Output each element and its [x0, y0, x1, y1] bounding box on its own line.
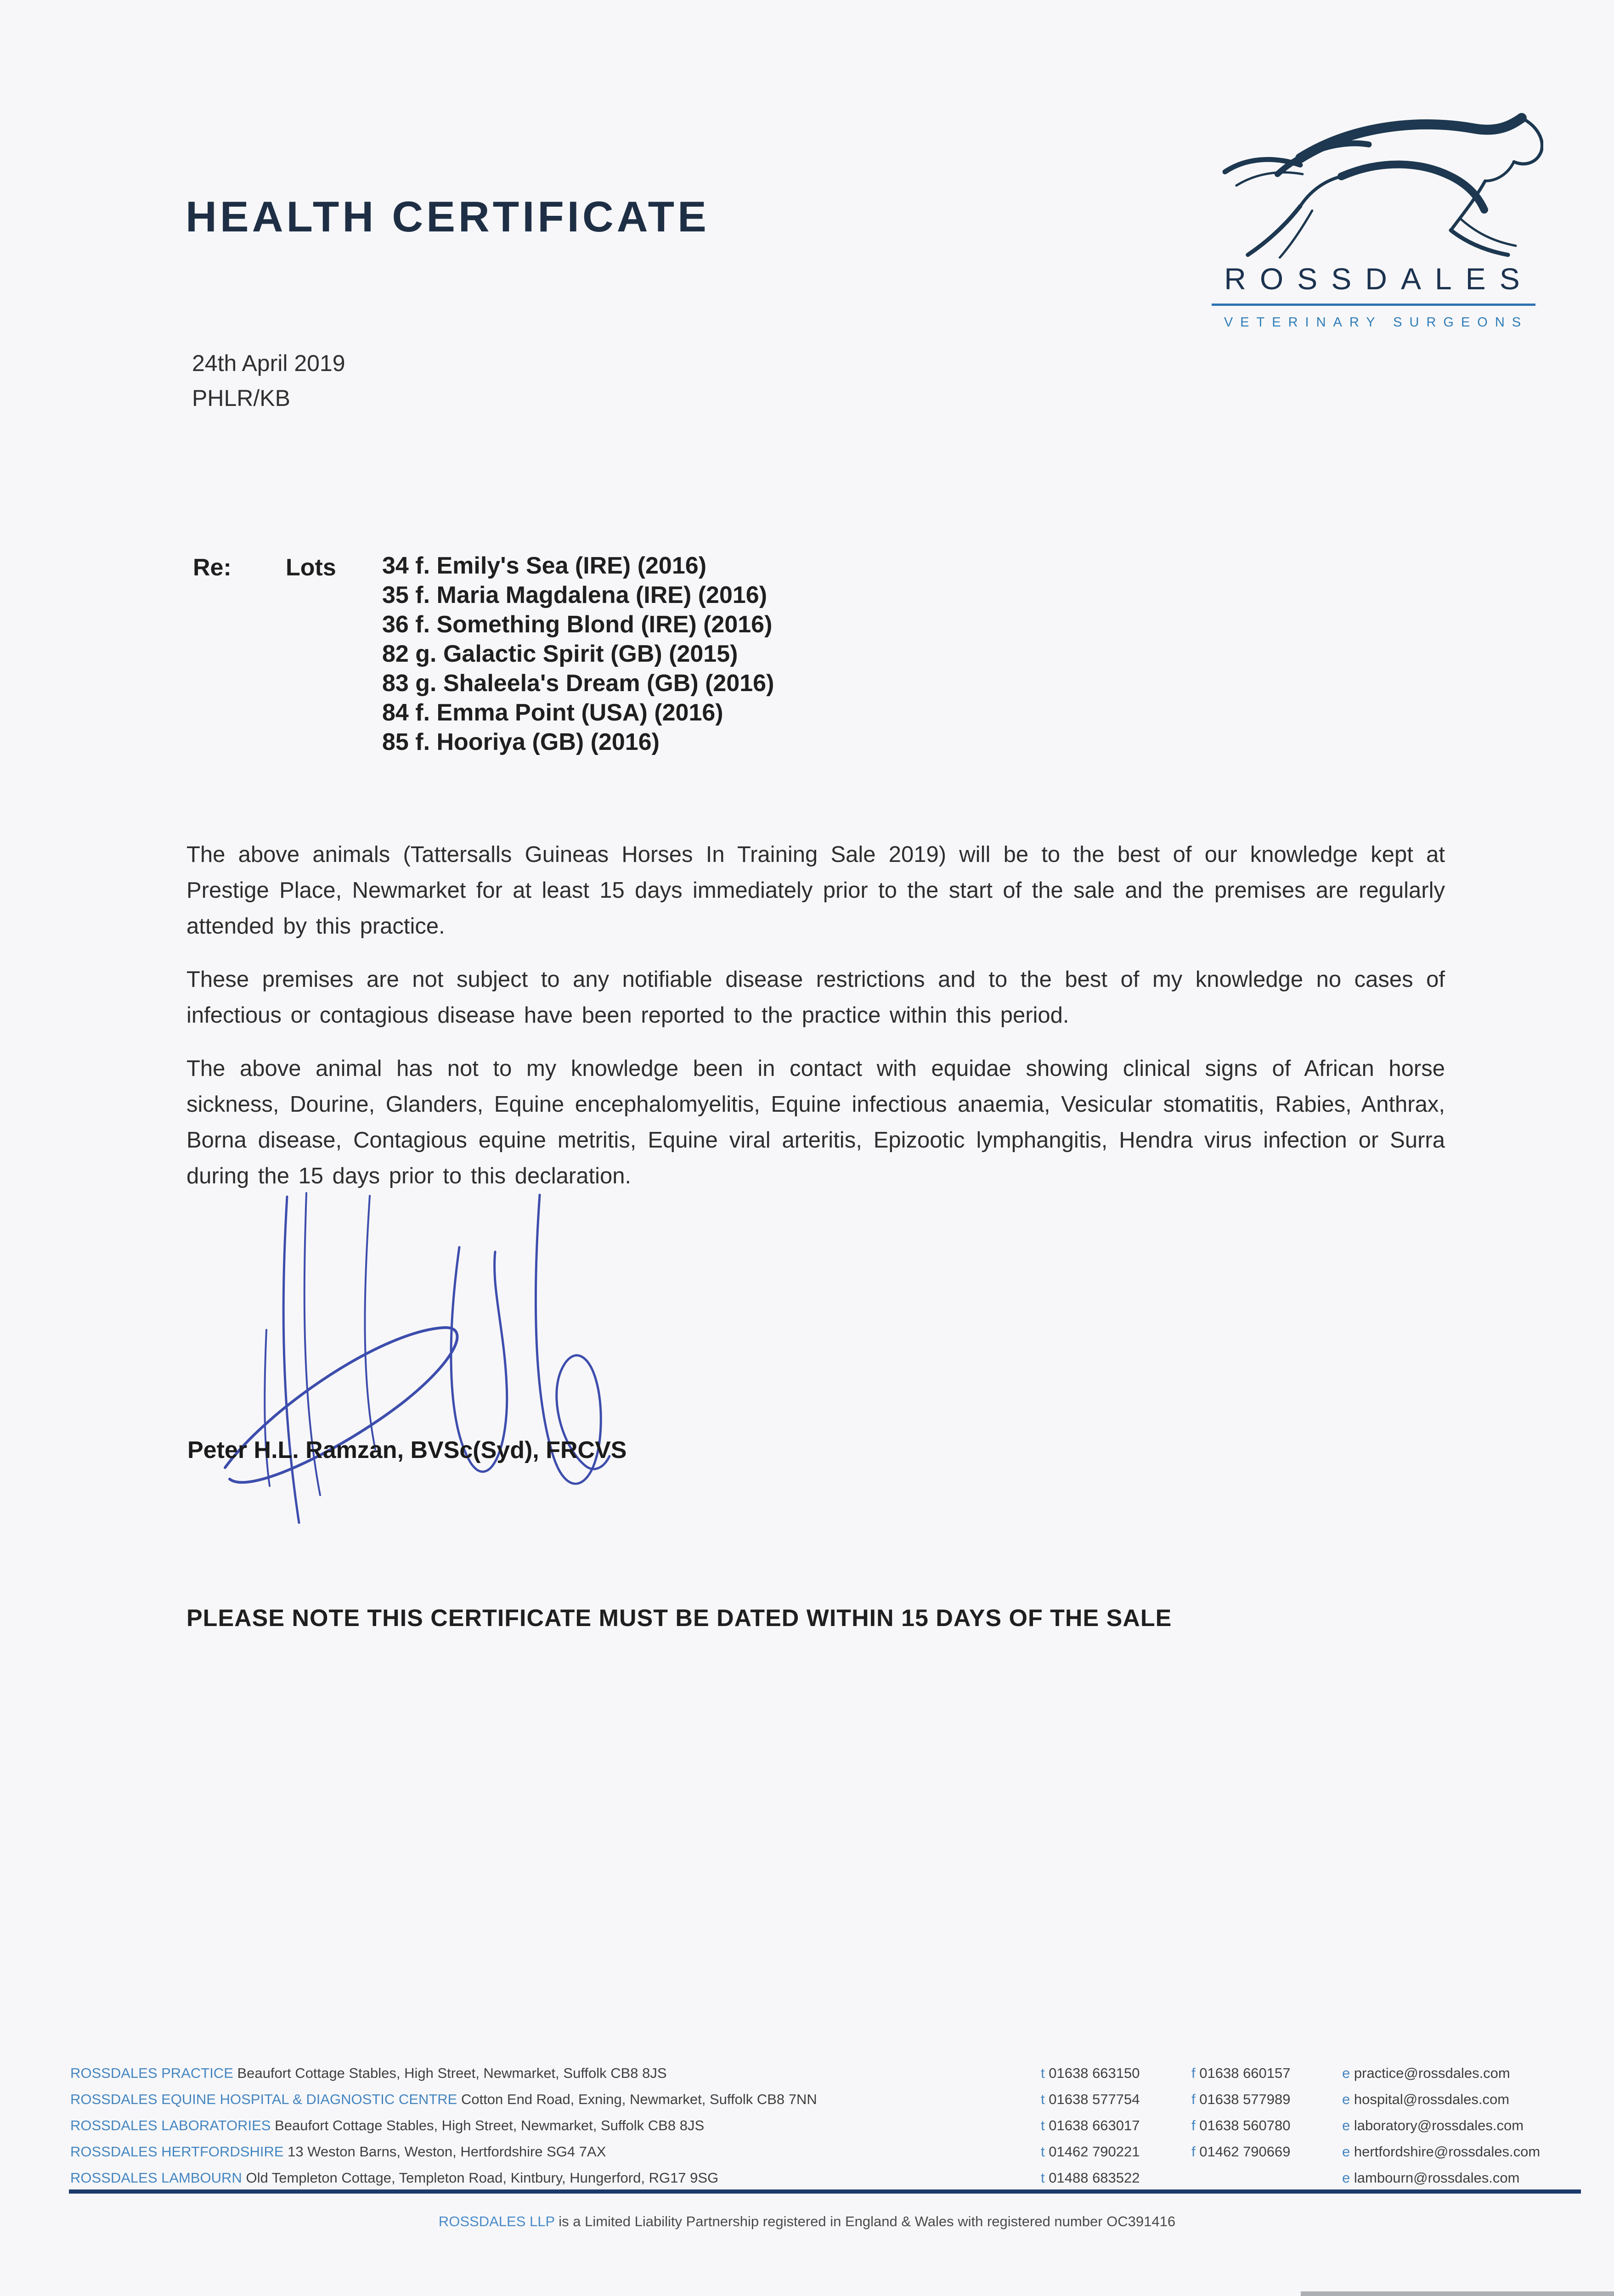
- tel-prefix: t: [1041, 2144, 1045, 2160]
- registration-company: ROSSDALES LLP: [438, 2213, 555, 2229]
- location-address: Cotton End Road, Exning, Newmarket, Suffolk CB8 7NN: [461, 2091, 817, 2107]
- body-paragraph: The above animal has not to my knowledge been in contact with equidae showing clinical signs of African horse sickness, Dourine, Glanders, Equine encephalomyelitis, Equine infectious anaemia, Vesicular stomatitis, Rabies, Anthrax, Borna disease, Contagious equine metritis, Equine viral arteritis, Epizootic lymphangitis, Hendra virus infection or Surra during the 15 days prior to this declaration.: [186, 1056, 1445, 1188]
- email-address: hertfordshire@rossdales.com: [1354, 2144, 1541, 2160]
- location-fax: [1191, 2091, 1291, 2108]
- lot-line: 84 f. Emma Point (USA) (2016): [382, 699, 723, 726]
- handwritten-signature: [191, 1192, 618, 1534]
- lots-list: [382, 551, 774, 757]
- location-fax: [1191, 2144, 1291, 2160]
- footer-location-row: [0, 2117, 1614, 2144]
- lots-label: Lots: [286, 554, 336, 581]
- location: [70, 2117, 704, 2134]
- body-paragraph: These premises are not subject to any notifiable disease restrictions and to the best of my knowledge no cases of infectious or contagious disease have been reported to the practice within this period.: [186, 967, 1445, 1028]
- logo-tagline: VETERINARY SURGEONS: [1224, 315, 1529, 330]
- location-name: ROSSDALES HERTFORDSHIRE: [70, 2144, 284, 2160]
- fax-number: 01638 660157: [1199, 2065, 1291, 2081]
- letter-body: [186, 837, 1445, 1211]
- fax-number: 01638 577989: [1199, 2091, 1291, 2107]
- tel-number: 01638 663150: [1049, 2065, 1140, 2081]
- logo-rule: [1212, 304, 1535, 306]
- location: [70, 2144, 606, 2160]
- location-email: [1342, 2091, 1509, 2108]
- location-telephone: [1041, 2065, 1140, 2082]
- location-name: ROSSDALES EQUINE HOSPITAL & DIAGNOSTIC CENTRE: [70, 2091, 457, 2107]
- footer-location-row: [0, 2065, 1614, 2091]
- leaping-horse-icon: [1203, 113, 1543, 259]
- location-telephone: [1041, 2117, 1140, 2134]
- location-name: ROSSDALES PRACTICE: [70, 2065, 233, 2081]
- tel-prefix: t: [1041, 2170, 1045, 2186]
- location-email: [1342, 2117, 1524, 2134]
- tel-number: 01488 683522: [1049, 2170, 1140, 2186]
- email-prefix: e: [1342, 2091, 1350, 2107]
- location: [70, 2065, 667, 2082]
- lot-line: 83 g. Shaleela's Dream (GB) (2016): [382, 670, 774, 697]
- registration-text: is a Limited Liability Partnership registered in England & Wales with registered number OC391416: [559, 2213, 1176, 2229]
- location-address: Old Templeton Cottage, Templeton Road, Kintbury, Hungerford, RG17 9SG: [246, 2170, 719, 2186]
- email-address: practice@rossdales.com: [1354, 2065, 1510, 2081]
- fax-prefix: f: [1191, 2117, 1196, 2133]
- rossdales-logo: [1201, 113, 1546, 330]
- location: [70, 2091, 817, 2108]
- logo-wordmark: ROSSDALES: [1224, 262, 1534, 296]
- tel-prefix: t: [1041, 2065, 1045, 2081]
- reference-line: PHLR/KB: [192, 385, 290, 411]
- date-line: 24th April 2019: [192, 350, 345, 376]
- location: [70, 2170, 718, 2186]
- lot-line: 82 g. Galactic Spirit (GB) (2015): [382, 641, 738, 667]
- fax-number: 01462 790669: [1199, 2144, 1291, 2160]
- footer-location-row: [0, 2144, 1614, 2170]
- lot-line: 35 f. Maria Magdalena (IRE) (2016): [382, 582, 767, 608]
- tel-prefix: t: [1041, 2117, 1045, 2133]
- location-name: ROSSDALES LAMBOURN: [70, 2170, 242, 2186]
- lot-line: 36 f. Something Blond (IRE) (2016): [382, 611, 773, 638]
- scan-edge-artifact: [1301, 2291, 1614, 2296]
- email-prefix: e: [1342, 2117, 1350, 2133]
- re-label: Re:: [193, 554, 231, 581]
- lot-line: 85 f. Hooriya (GB) (2016): [382, 729, 660, 755]
- email-prefix: e: [1342, 2144, 1350, 2160]
- footer-location-row: [0, 2091, 1614, 2117]
- page-title: HEALTH CERTIFICATE: [186, 192, 710, 241]
- certificate-notice: PLEASE NOTE THIS CERTIFICATE MUST BE DATED WITHIN 15 DAYS OF THE SALE: [186, 1605, 1172, 1632]
- location-telephone: [1041, 2144, 1140, 2160]
- fax-number: 01638 560780: [1199, 2117, 1291, 2133]
- location-address: Beaufort Cottage Stables, High Street, Newmarket, Suffolk CB8 8JS: [275, 2117, 705, 2133]
- tel-number: 01462 790221: [1049, 2144, 1140, 2160]
- signatory-name: Peter H.L. Ramzan, BVSc(Syd), FRCVS: [187, 1437, 627, 1463]
- fax-prefix: f: [1191, 2144, 1196, 2160]
- lot-line: 34 f. Emily's Sea (IRE) (2016): [382, 552, 707, 579]
- location-name: ROSSDALES LABORATORIES: [70, 2117, 271, 2133]
- tel-number: 01638 577754: [1049, 2091, 1140, 2107]
- tel-prefix: t: [1041, 2091, 1045, 2107]
- location-email: [1342, 2065, 1510, 2082]
- location-fax: [1191, 2117, 1291, 2134]
- location-telephone: [1041, 2091, 1140, 2108]
- location-address: 13 Weston Barns, Weston, Hertfordshire SG4 7AX: [288, 2144, 606, 2160]
- email-prefix: e: [1342, 2170, 1350, 2186]
- location-address: Beaufort Cottage Stables, High Street, Newmarket, Suffolk CB8 8JS: [237, 2065, 667, 2081]
- fax-prefix: f: [1191, 2065, 1196, 2081]
- fax-prefix: f: [1191, 2091, 1196, 2107]
- location-telephone: [1041, 2170, 1140, 2186]
- email-address: lambourn@rossdales.com: [1354, 2170, 1520, 2186]
- email-address: hospital@rossdales.com: [1354, 2091, 1510, 2107]
- location-fax: [1191, 2065, 1291, 2082]
- registration-line: [0, 2213, 1614, 2230]
- tel-number: 01638 663017: [1049, 2117, 1140, 2133]
- footer-divider-rule: [69, 2189, 1581, 2194]
- email-prefix: e: [1342, 2065, 1350, 2081]
- email-address: laboratory@rossdales.com: [1354, 2117, 1524, 2133]
- body-paragraph: The above animals (Tattersalls Guineas Horses In Training Sale 2019) will be to the best of our knowledge kept at Prestige Place, Newmarket for at least 15 days immediately prior to the start of the sale and the premises are regularly attended by this practice.: [186, 842, 1445, 939]
- location-email: [1342, 2144, 1540, 2160]
- location-email: [1342, 2170, 1519, 2186]
